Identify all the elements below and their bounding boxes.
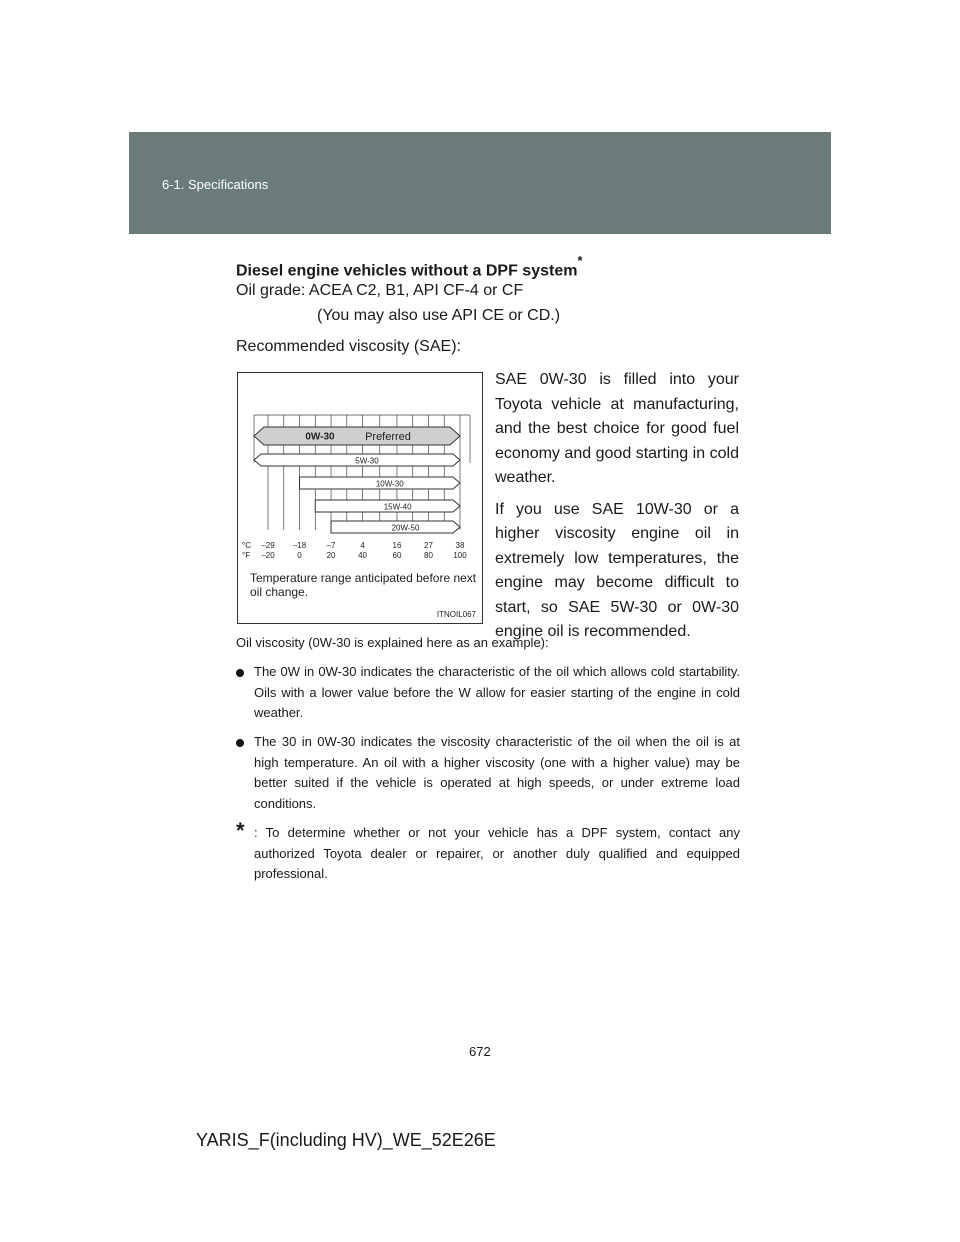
- section-heading: [236, 253, 583, 280]
- fahrenheit-tick-label: 80: [424, 551, 433, 560]
- footnote: [236, 818, 740, 885]
- fahrenheit-tick-label: 100: [453, 551, 467, 560]
- band-label: 15W-40: [383, 502, 412, 512]
- preferred-label: Preferred: [365, 431, 411, 443]
- band-label: 20W-50: [391, 523, 420, 533]
- figure-caption: Temperature range anticipated before next oil change.: [250, 571, 477, 599]
- celsius-tick-label: 38: [455, 541, 465, 550]
- footnote-text: : To determine whether or not your vehicle has a DPF system, contact any authorized Toyota dealer or repairer, or another duly qualified and equipped professional.: [254, 825, 740, 881]
- bullet-icon: [236, 669, 244, 677]
- celsius-tick-label: 27: [424, 541, 433, 550]
- bullet-text: The 30 in 0W-30 indicates the viscosity characteristic of the oil when the oil is at high temperature. An oil with a higher viscosity (one with a higher value) may be better suited if the vehicle is operated at high speeds, or under extreme load conditions.: [254, 734, 740, 811]
- heading-footnote-mark: *: [577, 253, 583, 268]
- fahrenheit-tick-label: 60: [392, 551, 402, 560]
- viscosity-chart-figure: [237, 372, 483, 624]
- oil-grade-alternative: (You may also use API CE or CD.): [317, 307, 561, 324]
- fahrenheit-tick-label: 40: [358, 551, 368, 560]
- figure-code: ITNOIL067: [436, 610, 476, 619]
- oil-grade-line: Oil grade: ACEA C2, B1, API CF-4 or CF: [236, 282, 524, 299]
- celsius-tick-label: –18: [292, 541, 307, 550]
- section-header-bar: [129, 132, 831, 234]
- paragraph-preferred-oil: SAE 0W-30 is filled into your Toyota vehicle at manufacturing, and the best choice for good fuel economy and good starting in cold weather.: [495, 371, 739, 486]
- fahrenheit-unit-label: °F: [242, 551, 251, 560]
- celsius-tick-label: 16: [392, 541, 402, 550]
- viscosity-explanation: [495, 368, 739, 652]
- list-item-hot-rating: [236, 732, 740, 814]
- viscosity-intro: Oil viscosity (0W-30 is explained here as an example):: [236, 635, 549, 650]
- heading-text: Diesel engine vehicles without a DPF system: [236, 262, 578, 280]
- celsius-tick-label: –7: [326, 541, 336, 550]
- section-title: 6-1. Specifications: [162, 177, 269, 192]
- fahrenheit-tick-label: 0: [297, 551, 302, 560]
- band-label: 10W-30: [375, 479, 404, 489]
- celsius-tick-label: 4: [360, 541, 365, 550]
- list-item-cold-rating: [236, 662, 740, 724]
- band-label: 0W-30: [305, 431, 335, 443]
- band-label: 5W-30: [355, 456, 379, 466]
- band-0w-30: [254, 427, 460, 445]
- fahrenheit-tick-label: –20: [261, 551, 275, 560]
- viscosity-label: Recommended viscosity (SAE):: [236, 338, 461, 355]
- celsius-tick-label: –29: [261, 541, 275, 550]
- bullet-icon: [236, 739, 244, 747]
- celsius-unit-label: °C: [242, 541, 251, 550]
- page-number: 672: [469, 1044, 491, 1059]
- footnote-mark: *: [236, 818, 245, 843]
- fahrenheit-tick-label: 20: [326, 551, 336, 560]
- bullet-text: The 0W in 0W-30 indicates the characteristic of the oil which allows cold startability. Oils with a lower value before the W allow for easier starting of the engine in cold weather.: [254, 664, 740, 720]
- document-footer: YARIS_F(including HV)_WE_52E26E: [196, 1130, 496, 1150]
- paragraph-cold-start-warning: If you use SAE 10W-30 or a higher viscosity engine oil in extremely low temperatures, the engine may become difficult to start, so SAE 5W-30 or 0W-30 engine oil is recommended.: [495, 500, 739, 640]
